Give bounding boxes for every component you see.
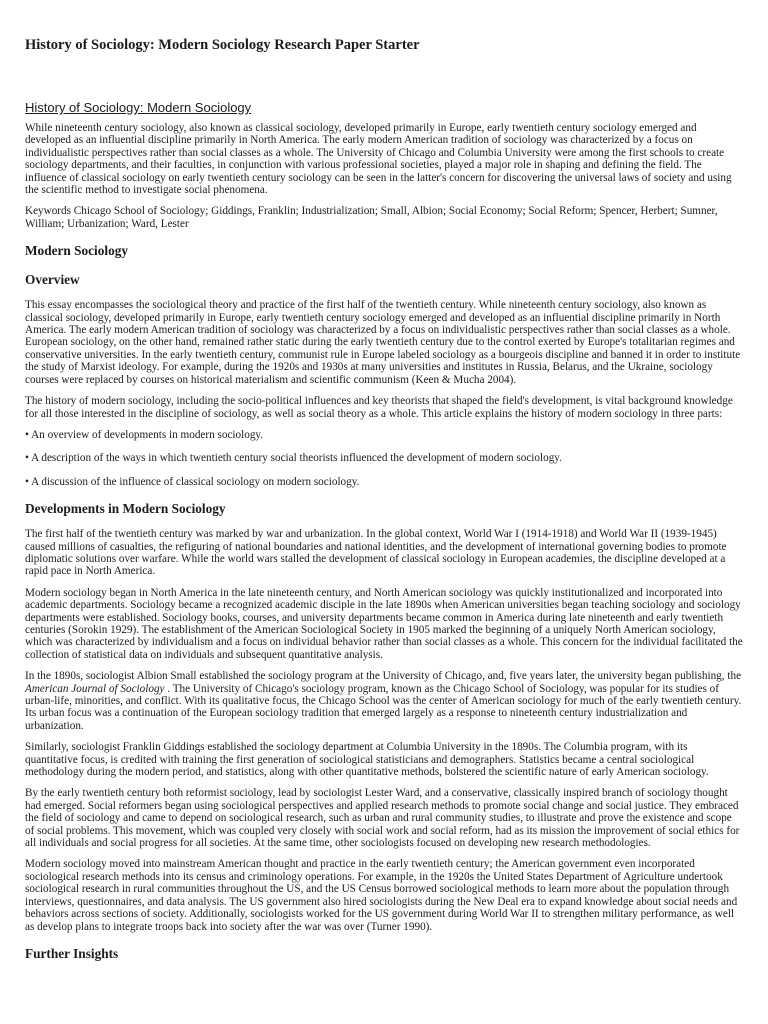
paragraph-text-start: In the 1890s, sociologist Albion Small established the sociology program at the University of Chicago, and, five years later, the university began publishing, the [25,670,742,683]
document-title: History of Sociology: Modern Sociology Research Paper Starter [25,37,420,53]
heading-modern-sociology: Modern Sociology [25,243,129,259]
heading-developments: Developments in Modern Sociology [25,501,226,517]
bullet-item-3: • A discussion of the influence of classical sociology on modern sociology. [25,475,360,488]
bullet-item-1: • An overview of developments in modern sociology. [25,428,264,441]
article-subtitle-link[interactable]: History of Sociology: Modern Sociology [25,100,252,115]
developments-paragraph-1: The first half of the twentieth century was marked by war and urbanization. In the global context, World War I (1914-1918) and World War II (1939-1945) caused millions of casualties, the refiguring of national boundaries and national identities, and the development of international governing bodies to promote diplomatic solutions over warfare. While the world wars stalled the development of classical sociology in European academies, the discipline developed at a rapid pace in North America. [25,528,727,578]
keywords-paragraph: Keywords Chicago School of Sociology; Giddings, Franklin; Industrialization; Small, Albion; Social Economy; Social Reform; Spencer, Herbert; Sumner, William; Urbanization; Ward, Lester [25,205,718,230]
paragraph-text-end: . The University of Chicago's sociology program, known as the Chicago School of Sociology, was popular for its studies of urban-life, minorities, and conflict. With its qualitative focus, the Chicago School was the center of American sociology for much of the early twentieth century. Its urban focus was a continuation of the European sociology tradition that emerged largely as a response to nineteenth century industrialization and urbanization. [25,682,742,732]
developments-paragraph-5: By the early twentieth century both reformist sociology, lead by sociologist Lester Ward, and a conservative, classically inspired branch of sociology thought had emerged. Social reformers began using sociological perspectives and applied research methods to promote social change and social justice. They embraced the field of sociology and came to depend on sociological research, such as urban and rural community studies, to illustrate and prove the existence and scope of social problems. This movement, which was coupled very closely with social work and social reform, had as its mission the improvement of social ethics for all individuals and social progress for all societies. At the same time, other sociologists focused on developing new research methodologies. [25,787,740,850]
abstract-paragraph: While nineteenth century sociology, also known as classical sociology, developed primarily in Europe, early twentieth century sociology emerged and developed as an influential discipline primarily in North America. The early modern American tradition of sociology was characterized by a focus on individualistic perspectives rather than social classes as a whole. The University of Chicago and Columbia University were among the first schools to create sociology departments, and their faculties, in conjunction with various professional societies, played a major role in shaping and defining the field. The influence of classical sociology on early twentieth century sociology can be seen in the latter's concern for discovering the universal laws of society and using the scientific method to investigate social phenomena. [25,122,732,197]
bullet-item-2: • A description of the ways in which twentieth century social theorists influenced the development of modern sociology. [25,452,562,465]
heading-further-insights: Further Insights [25,945,119,961]
developments-paragraph-2: Modern sociology began in North America in the late nineteenth century, and North American sociology was quickly institutionalized and incorporated into academic departments. Sociology became a recognized academic disciple in the late 1890s when American universities began teaching sociology and sociology departments were established. Sociology books, courses, and university departments became common in America during late nineteenth and early twentieth centuries (Sorokin 1929). The establishment of the American Sociological Society in 1905 marked the beginning of a uniquely North American sociology, which was characterized by individualism and a focus on individual behavior rather than social classes as a whole. This concern for the individual facilitated the collection of statistical data on individuals and subsequent quantitative analysis. [25,586,743,661]
developments-paragraph-3 [25,670,743,732]
heading-overview: Overview [25,272,80,288]
overview-paragraph-2: The history of modern sociology, including the socio-political influences and key theorists that shaped the field's development, is vital background knowledge for all those interested in the discipline of sociology, as well as social theory as a whole. This article explains the history of modern sociology in three parts: [25,395,733,420]
journal-title: American Journal of Sociology [25,682,165,695]
overview-paragraph-1: This essay encompasses the sociological theory and practice of the first half of the twentieth century. While nineteenth century sociology, also known as classical sociology, developed primarily in Europe, early twentieth century sociology emerged and developed as an influential discipline primarily in North America. The early modern American tradition of sociology was characterized by a focus on individualistic perspectives rather than social classes as a whole. European sociology, on the other hand, remained rather static during the early twentieth century due to the control exerted by Europe's totalitarian regimes and conservative universities. In the early twentieth century, communist rule in Europe labeled sociology as a bourgeois discipline and banned it in order to institute the study of Marxist ideology. For example, during the 1920s and 1930s at many universities and institutes in Russia, Belarus, and the Ukraine, sociology courses were replaced by courses on historical materialism and scientific communism (Keen & Mucha 2004). [25,299,741,386]
developments-paragraph-4: Similarly, sociologist Franklin Giddings established the sociology department at Columbia University in the 1890s. The Columbia program, with its quantitative focus, is credited with training the first generation of sociological statisticians and demographers. Statistics became a central sociological methodology during the modern period, and statistics, along with other quantitative methods, bolstered the scientific nature of early American sociology. [25,741,709,779]
developments-paragraph-6: Modern sociology moved into mainstream American thought and practice in the early twentieth century; the American government even incorporated sociological research methods into its census and criminology operations. For example, in the 1920s the United States Department of Agriculture undertook sociological research in rural communities throughout the US, and the US Census borrowed sociological methods to learn more about the population through interviews, questionnaires, and data analysis. The US government also hired sociologists during the New Deal era to expand knowledge about social needs and behaviors across sections of society. Additionally, sociologists worked for the US government during World War II to strengthen military performance, as well as develop plans to integrate troops back into society after the war was over (Turner 1990). [25,858,738,933]
